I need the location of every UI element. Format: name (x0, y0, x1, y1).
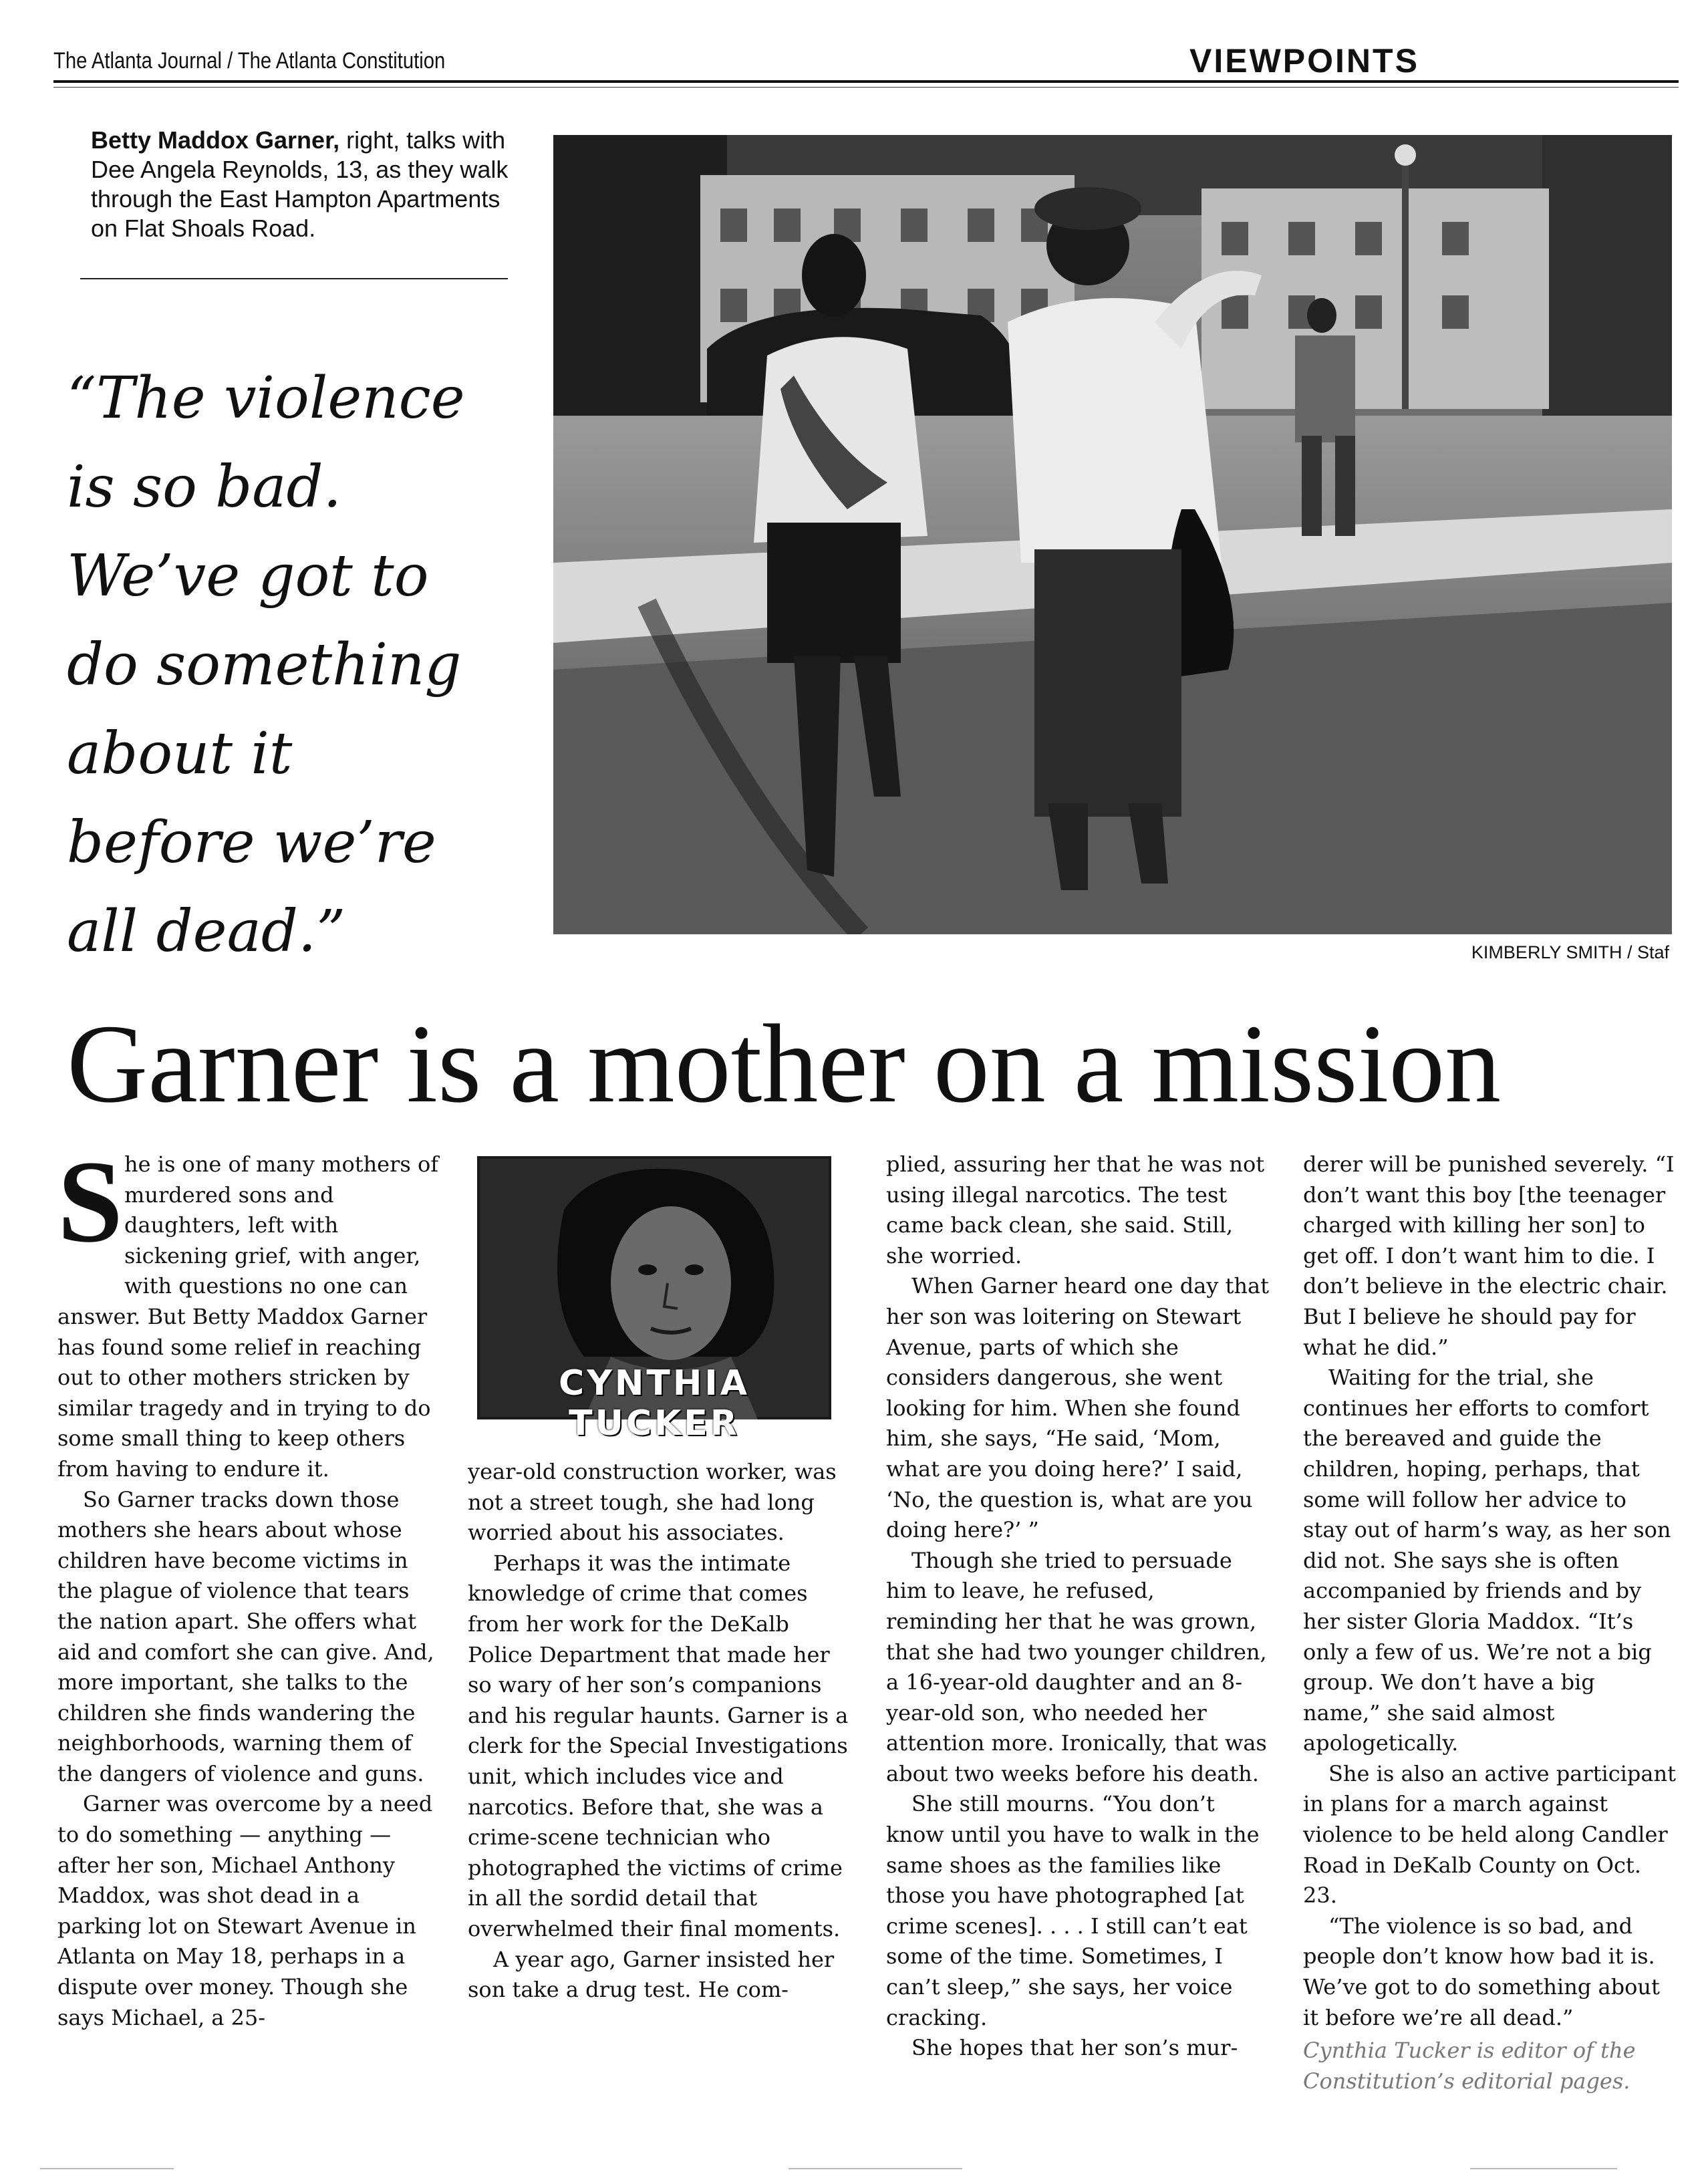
article-column-1 (57, 1137, 442, 2033)
photo-credit: KIMBERLY SMITH / Staf (1471, 942, 1669, 962)
paragraph: A year ago, Garner insisted her son take a drug test. He com- (468, 1946, 835, 2003)
article-column-2 (468, 1457, 853, 2006)
paragraph: So Garner tracks down those mothers she hears about whose children have become victims in the plague of violence that tears the nation apart. She offers what aid and comfort she can give. And, more important, she talks to the children she finds wandering the neighborhoods, warning them of the dangers of violence and guns. (57, 1486, 434, 1786)
section-title: VIEWPOINTS (1189, 42, 1419, 80)
masthead-rule-thin (53, 87, 1679, 88)
caption-divider (80, 278, 508, 279)
paragraph: Waiting for the trial, she continues her efforts to comfort the bereaved and guide the children, hoping, perhaps, that some will follow her advice to stay out of harm’s way, as her son did not. She says she is often accompanied by friends and by her sister Gloria Maddox. “It’s only a few of us. We’re not a big group. We don’t have a big name,” she said almost apologetically. (1303, 1365, 1671, 1756)
paragraph: Though she tried to persuade him to leave, he refused, reminding her that he was grown, that she had two younger children, a 16-year-old daughter and an 8-year-old son, who needed her attention more. Ironically, that was about two weeks before his death. (886, 1547, 1267, 1786)
article-column-4 (1303, 1149, 1677, 2096)
paragraph: he is one of many mothers of murdered sons and daughters, left with sickening grief, with anger, with questions no one can answer. But Betty Maddox Garner has found some relief in reaching out to other mothers stricken by similar tragedy and in trying to do some small thing to keep others from having to endure it. (57, 1151, 439, 1482)
main-photo (553, 135, 1672, 934)
article-column-3 (886, 1149, 1271, 2064)
masthead-rule (53, 80, 1679, 83)
paragraph: When Garner heard one day that her son was loitering on Stewart Avenue, parts of which she considers dangerous, she went looking for him. When she found him, she says, “He said, ‘Mom, what are you doing here?’ I said, ‘No, the question is, what are you doing here?’ ” (886, 1273, 1269, 1543)
headline: Garner is a mother on a mission (67, 1002, 1502, 1126)
author-signoff: Cynthia Tucker is editor of the Constitution’s editorial pages. (1303, 2038, 1636, 2094)
caption-name: Betty Maddox Garner, (91, 126, 340, 154)
caption-text: right, talks with Dee Angela Reynolds, 13, as they walk through the East Hampton Apartments on Flat Shoals Road. (91, 126, 509, 242)
page-edge-mark (789, 2168, 962, 2169)
drop-cap: S (57, 1137, 123, 1267)
paragraph: year-old construction worker, was not a street tough, she had long worried about his associates. (468, 1459, 837, 1546)
paragraph: Garner was overcome by a need to do something — anything — after her son, Michael Anthony Maddox, was shot dead in a parking lot on Stewart Avenue in Atlanta on May 18, perhaps in a dispute over money. Though she says Michael, a 25- (57, 1791, 433, 2030)
paragraph: She hopes that her son’s mur- (911, 2035, 1238, 2061)
paragraph: She still mourns. “You don’t know until you have to walk in the same shoes as the families like those you have photographed [at crime scenes]. . . . I still can’t eat some of the time. Sometimes, I can’t sleep,” she says, her voice cracking. (886, 1791, 1260, 2030)
photo-caption (91, 126, 519, 243)
publication-name: The Atlanta Journal / The Atlanta Constitution (53, 48, 446, 74)
paragraph: Perhaps it was the intimate knowledge of crime that comes from her work for the DeKalb Police Department that made her so wary of her son’s companions and his regular haunts. Garner is a clerk for the Special Investigations unit, which includes vice and narcotics. Before that, she was a crime-scene technician who photographed the victims of crime in all the sordid detail that overwhelmed their final moments. (468, 1550, 849, 1941)
columnist-name: CYNTHIA TUCKER (559, 1363, 750, 1444)
paragraph: “The violence is so bad, and people don’t know how bad it is. We’ve got to do something about it before we’re all dead.” (1303, 1913, 1660, 2030)
page-edge-mark (40, 2168, 174, 2169)
page-edge-mark (1470, 2168, 1617, 2169)
pull-quote: “The violence is so bad. We’ve got to do something about it before we’re all dead.” (67, 365, 465, 965)
paragraph: plied, assuring her that he was not using illegal narcotics. The test came back clean, she said. Still, she worried. (886, 1151, 1265, 1268)
paragraph: derer will be punished severely. “I don’t want this boy [the teenager charged with killing her son] to get off. I don’t want him to die. I don’t believe in the electric chair. But I believe he should pay for what he did.” (1303, 1151, 1675, 1360)
paragraph: She is also an active participant in plans for a march against violence to be held along Candler Road in DeKalb County on Oct. 23. (1303, 1760, 1676, 1909)
